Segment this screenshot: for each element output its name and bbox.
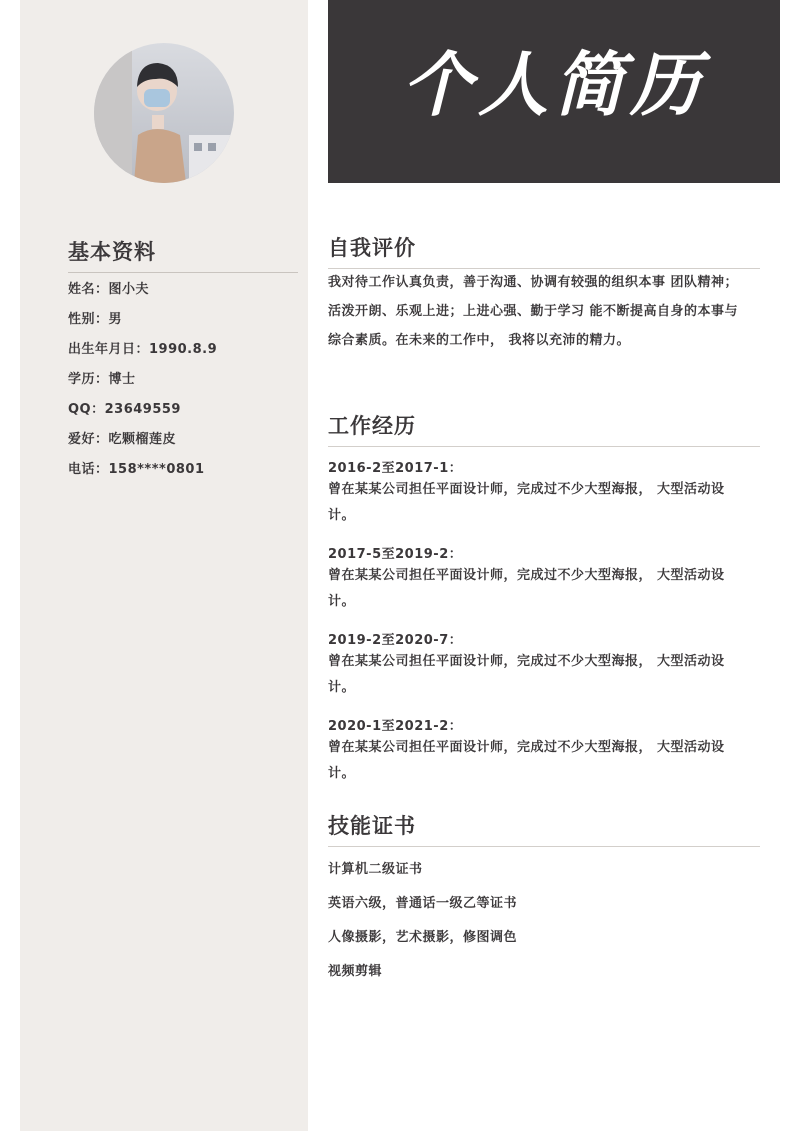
basic-info-list bbox=[68, 282, 298, 492]
info-hobby: 爱好：吃颗榴莲皮 bbox=[68, 432, 177, 447]
work-item bbox=[328, 719, 748, 787]
avatar bbox=[94, 43, 234, 183]
work-item-date: 2019-2至2020-7： bbox=[328, 633, 463, 648]
work-item bbox=[328, 461, 748, 529]
skill-item: 人像摄影，艺术摄影，修图调色 bbox=[328, 930, 518, 945]
info-phone: 电话：158****0801 bbox=[68, 462, 205, 477]
work-item-date: 2020-1至2021-2： bbox=[328, 719, 463, 734]
skill-item: 英语六级，普通话一级乙等证书 bbox=[328, 896, 518, 911]
work-item-desc: 曾在某某公司担任平面设计师，完成过不少大型海报， 大型活动设计。 bbox=[328, 568, 725, 609]
basic-info-title: 基本资料 bbox=[68, 236, 298, 273]
title-banner bbox=[328, 0, 780, 183]
self-eval-title: 自我评价 bbox=[328, 232, 760, 269]
work-item-desc: 曾在某某公司担任平面设计师，完成过不少大型海报， 大型活动设计。 bbox=[328, 482, 725, 523]
skills-title: 技能证书 bbox=[328, 810, 760, 847]
skill-item: 视频剪辑 bbox=[328, 964, 383, 979]
work-item bbox=[328, 633, 748, 701]
work-item-date: 2016-2至2017-1： bbox=[328, 461, 463, 476]
info-education: 学历：博士 bbox=[68, 372, 136, 387]
info-birthday: 出生年月日：1990.8.9 bbox=[68, 342, 218, 357]
info-qq: QQ：23649559 bbox=[68, 402, 181, 417]
skill-item: 计算机二级证书 bbox=[328, 862, 423, 877]
avatar-photo bbox=[94, 43, 234, 183]
info-gender: 性别：男 bbox=[68, 312, 123, 327]
resume-title: 个人简历 bbox=[402, 44, 706, 126]
work-title: 工作经历 bbox=[328, 410, 760, 447]
work-item bbox=[328, 547, 748, 615]
work-item-desc: 曾在某某公司担任平面设计师，完成过不少大型海报， 大型活动设计。 bbox=[328, 740, 725, 781]
work-item-date: 2017-5至2019-2： bbox=[328, 547, 463, 562]
sidebar bbox=[20, 0, 308, 1131]
work-item-desc: 曾在某某公司担任平面设计师，完成过不少大型海报， 大型活动设计。 bbox=[328, 654, 725, 695]
self-eval-text: 我对待工作认真负责，善于沟通、协调有较强的组织本事 团队精神；活泼开朗、乐观上进；上进心强、勤于学习 能不断提高自身的本事与综合素质。在未来的工作中， 我将以充沛的精力。 bbox=[328, 275, 739, 348]
info-name: 姓名：图小夫 bbox=[68, 282, 150, 297]
